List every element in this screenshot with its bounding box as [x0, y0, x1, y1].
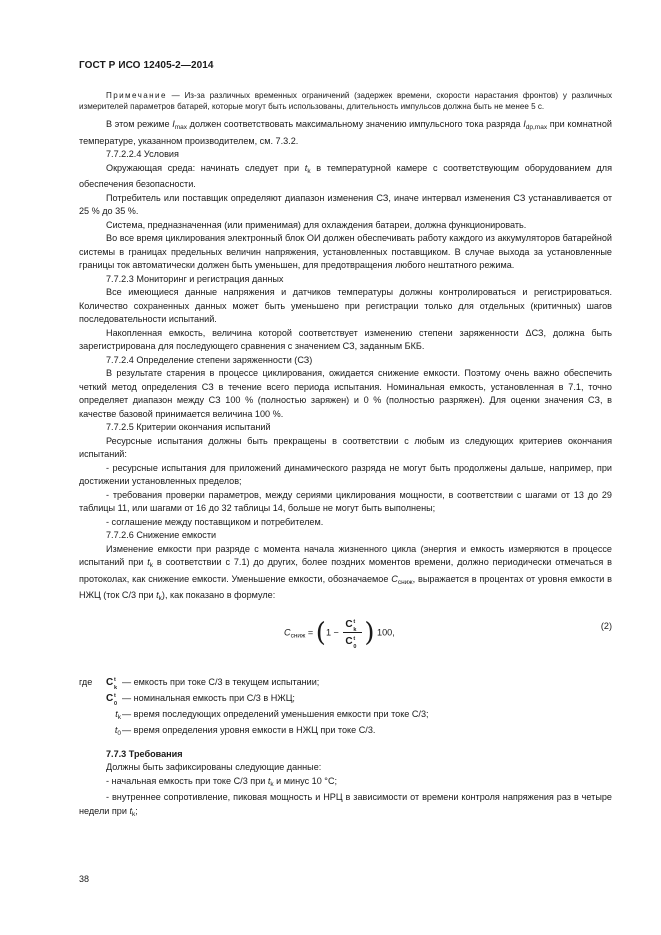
where-desc: — время последующих определений уменьшения емкости при токе С/3;: [122, 708, 429, 719]
formula-lhs-sub: сниж: [290, 632, 306, 640]
text-run: , выражается в процентах от уровня емкости в НЖЦ (ток С/3 при: [79, 573, 612, 601]
symbol-sub: k: [158, 595, 162, 603]
standard-header: ГОСТ Р ИСО 12405-2—2014: [79, 60, 214, 71]
text-run: Изменение емкости при разряде с момента начала жизненного цикла (энергия и емкость измеряются в процессе испытаний при: [79, 543, 612, 568]
formula-times: 100,: [374, 627, 395, 638]
section-heading: 7.7.2.6 Снижение емкости: [106, 530, 217, 541]
formula-equals: =: [305, 627, 316, 638]
where-row: [79, 676, 612, 692]
where-row: [79, 724, 612, 740]
symbol-sub: dp,max: [525, 124, 548, 132]
cooling-paragraph: Система, предназначенная (или применимая) для охлаждения батареи, должна функционировать.: [106, 219, 527, 230]
section-heading: 7.7.2.2.4 Условия: [106, 149, 179, 160]
text-run: Окружающая среда: начинать следует при: [106, 162, 305, 173]
symbol-sub: k: [131, 810, 136, 818]
fraction-denominator: [343, 633, 362, 648]
capacity-symbol: [345, 618, 360, 631]
text-run: ), как показано в формуле:: [161, 590, 276, 601]
formula: [284, 618, 395, 648]
fraction-numerator: [343, 618, 362, 634]
text-run: В этом режиме: [106, 119, 173, 130]
capacity-symbol-c: C: [345, 619, 353, 630]
capacity-symbol-c: C: [345, 635, 353, 647]
list-item: - требования проверки параметров, между сериями циклирования мощности, в соответствии с шагами от 13 до 29 таблицы 11, или шагами от 16 до 32 таблицы 14, больше не могут быть выполнены;: [79, 489, 612, 514]
list-item: - соглашение между поставщиком и потребителем.: [106, 516, 324, 527]
where-desc: — время определения уровня емкости в НЖЦ при токе С/3.: [122, 724, 376, 735]
page-number: 38: [79, 874, 90, 884]
monitor-paragraph: Все имеющиеся данные напряжения и датчиков температуры должны контролироваться и регистрироваться. Количество сохраненных данных может быть уменьшено при регистрации только для отдельных (критичных) шагов последовательности испытаний.: [79, 287, 612, 325]
capacity-symbol: [345, 635, 360, 648]
section-heading: 7.7.2.3 Мониторинг и регистрация данных: [106, 273, 284, 284]
where-symbol: [106, 692, 121, 706]
req-paragraph: Должны быть зафиксированы следующие данные:: [106, 762, 322, 773]
symbol-sub: k: [117, 713, 121, 721]
text-run: в температурной камере с соответствующим оборудованием для обеспечения безопасности.: [79, 162, 612, 190]
text-run: в соответствии с 7.1) до других, более поздних моментов времени, должно периодически отмечаться в протоколах, как снижение емкости. Уменьшение емкости, обозначаемое: [79, 557, 612, 584]
symbol-t: t: [115, 708, 118, 719]
where-row: [79, 692, 612, 708]
symbol-sub: k: [270, 780, 274, 788]
list-item: [79, 775, 612, 792]
text-run: - внутреннее сопротивление, пиковая мощность и НРЦ в зависимости от времени контроля напряжения раз в четыре недели при: [79, 792, 612, 816]
note-label: Примечание: [106, 91, 167, 100]
text-run: должен соответствовать максимальному значению импульсного тока разряда: [187, 119, 524, 130]
symbol-t: t: [147, 557, 150, 568]
left-paren: (: [315, 617, 326, 648]
section-heading: 7.7.2.5 Критерии окончания испытаний: [106, 422, 271, 433]
document-body: [79, 90, 612, 821]
capacity-symbol-sub: k: [353, 627, 357, 633]
symbol-t: t: [267, 775, 271, 786]
decrease-paragraph: [79, 543, 612, 606]
list-item: - ресурсные испытания для приложений динамического разряда не могут быть продолжены дальше, например, при достижении установленных пределов;: [79, 462, 612, 487]
capacity-symbol-c: C: [106, 677, 114, 688]
mode-paragraph: [79, 118, 612, 148]
symbol-sub: k: [149, 562, 153, 570]
note-paragraph: [79, 90, 612, 112]
capacity-paragraph: Накопленная емкость, величина которой соответствует изменению степени заряженности ΔСЗ, должна быть зарегистрирована для последующего сравнения с значением СЗ, заданным БКБ.: [79, 327, 612, 352]
symbol-sub: k: [307, 167, 311, 175]
where-desc: — номинальная емкость при С/3 в НЖЦ;: [122, 692, 295, 703]
list-item: [79, 791, 612, 821]
text-run: - начальная емкость при токе С/3 при: [106, 775, 268, 786]
criteria-paragraph: Ресурсные испытания должны быть прекращены в соответствии с любым из следующих критериев окончания испытаний:: [79, 435, 612, 460]
formula-lhs: C: [284, 627, 291, 638]
symbol-t: t: [114, 724, 118, 735]
cycling-paragraph: Во все время циклирования электронный блок ОИ должен обеспечивать работу каждого из аккумуляторов батарейной системы в границах предельных величин напряжения, установленных поставщиком. В случае выхода за установленные границы ток автоматически должен быть уменьшен, для предотвращения любого нештатного режима.: [79, 233, 612, 271]
consumer-paragraph: Потребитель или поставщик определяют диапазон изменения СЗ, иначе интервал изменения СЗ устанавливается от 25 % до 35 %.: [79, 192, 612, 217]
capacity-symbol: [106, 692, 121, 705]
section-heading-bold: 7.7.3 Требования: [106, 748, 183, 759]
capacity-symbol-sup: t: [353, 619, 356, 625]
capacity-symbol-sup: t: [353, 635, 356, 642]
note-text: — Из-за различных временных ограничений (задержек времени, скорости нарастания фронтов) у различных измерителей параметров батарей, которые могут быть использованы, длительность импульсов должна быть не менее 5 с.: [79, 91, 612, 112]
text-run: и минус 10 °С;: [273, 775, 338, 786]
formula-one-minus: 1 −: [325, 627, 342, 638]
formula-block: [79, 610, 612, 666]
capacity-symbol-c: C: [106, 693, 114, 704]
symbol-sub: сниж: [397, 578, 413, 586]
symbol-t: t: [129, 805, 132, 816]
capacity-symbol-sub: 0: [114, 701, 118, 707]
equation-number: (2): [600, 620, 612, 631]
aging-paragraph: В результате старения в процессе циклирования, ожидается снижение емкости. Поэтому очень важно обеспечить четкий метод определения СЗ в течение всего периода испытания. Номинальная емкость, установленная в 7.1, точно определяет диапазон между СЗ 100 % (полностью заряжен) и 0 % (полностью разряжен). Для оценки значения СЗ, в качестве базовой принимается величина 100 %.: [79, 368, 612, 419]
capacity-symbol-sup: t: [114, 693, 116, 699]
capacity-symbol-sub: 0: [353, 643, 357, 650]
capacity-symbol-sub: k: [114, 685, 118, 691]
where-list: [79, 676, 612, 740]
symbol-t: t: [156, 590, 159, 601]
right-paren: ): [364, 617, 375, 648]
symbol-sub: 0: [117, 729, 121, 737]
where-desc: — емкость при токе С/3 в текущем испытании;: [122, 676, 320, 687]
env-paragraph: [79, 162, 612, 192]
text-run: ;: [135, 805, 138, 816]
where-symbol: [106, 676, 121, 690]
where-symbol: [115, 724, 121, 741]
symbol-t: t: [304, 162, 308, 173]
where-label: где: [79, 676, 93, 687]
capacity-symbol-sup: t: [114, 677, 116, 683]
symbol-sub: max: [174, 124, 188, 132]
formula-fraction: [343, 618, 362, 648]
symbol-c: C: [391, 573, 398, 584]
text-run: при комнатной температуре, указанном производителем, см. 7.3.2.: [79, 119, 612, 146]
symbol-i: I: [172, 119, 175, 130]
section-heading: 7.7.2.4 Определение степени заряженности (СЗ): [106, 354, 313, 365]
where-row: [79, 708, 612, 724]
where-symbol: [115, 708, 121, 725]
symbol-i: I: [523, 119, 526, 130]
capacity-symbol: [106, 676, 121, 689]
